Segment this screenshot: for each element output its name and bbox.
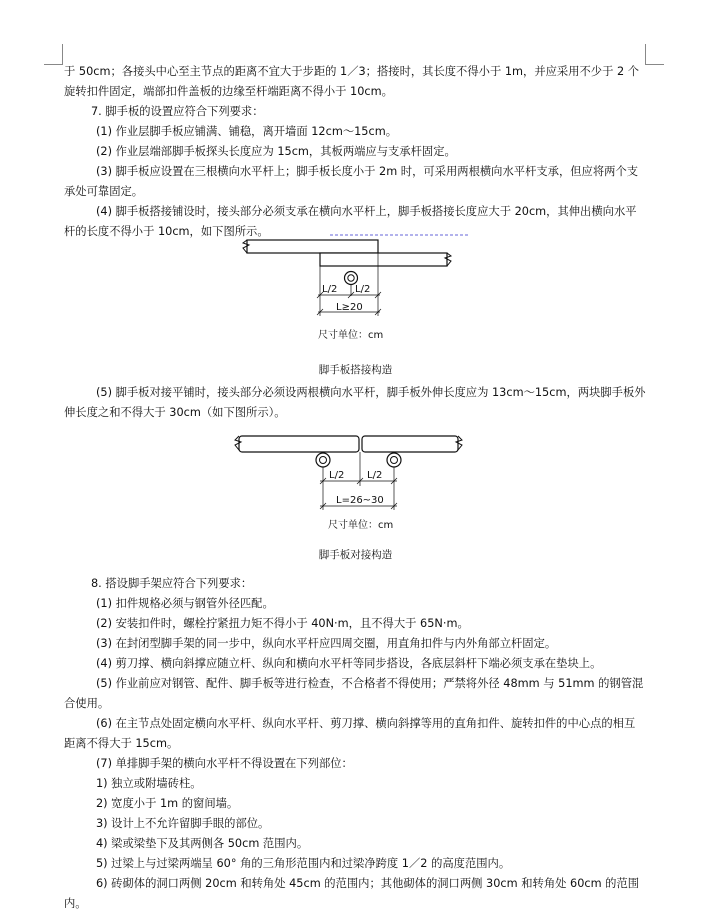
- figure-butt-joint: [0, 434, 711, 534]
- paragraph: 4) 梁或梁垫下及其两侧各 50cm 范围内。: [96, 837, 309, 850]
- margin-mark-top-left: [44, 64, 63, 65]
- margin-mark-top-right: [645, 64, 664, 65]
- lap-joint-diagram: [0, 234, 711, 344]
- paragraph: (5) 作业前应对钢管、配件、脚手板等进行检查，不合格者不得使用；严禁将外径 48mm 与 51mm 的钢管混合使用。: [64, 677, 644, 710]
- paragraph: (5) 脚手板对接平铺时，接头部分必须设两根横向水平杆，脚手板外伸长度应为 13cm～15cm，两块脚手板外伸长度之和不得大于 30cm（如下图所示）。: [64, 386, 646, 419]
- text-block-middle: [64, 383, 646, 423]
- paragraph: (4) 脚手板搭接铺设时，接头部分必须支承在横向水平杆上，脚手板搭接长度应大于 20cm，其伸出横向水平杆的长度不得小于 10cm，如下图所示。: [64, 205, 637, 238]
- paragraph: 3) 设计上不允许留脚手眼的部位。: [96, 817, 270, 830]
- paragraph: (7) 单排脚手架的横向水平杆不得设置在下列部位：: [96, 757, 353, 770]
- paragraph: (3) 脚手板应设置在三根横向水平杆上；脚手板长度小于 2m 时，可采用两根横向水平杆支承，但应将两个支承处可靠固定。: [64, 165, 639, 198]
- dimension-label: L/2: [355, 284, 371, 295]
- paragraph: (3) 在封闭型脚手架的同一步中，纵向水平杆应四周交圈，用直角扣件与内外角部立杆固定。: [96, 637, 557, 650]
- dimension-label: L=26~30: [336, 495, 384, 506]
- left-board: [239, 436, 359, 452]
- dimension-label: L≥20: [336, 302, 363, 313]
- butt-joint-diagram: [0, 434, 711, 534]
- unit-note: 尺寸单位：cm: [328, 520, 394, 531]
- margin-mark-top-right: [645, 44, 646, 64]
- upper-board: [247, 240, 378, 253]
- paragraph: 5) 过梁上与过梁两端呈 60° 角的三角形范围内和过梁净跨度 1／2 的高度范围内。: [96, 857, 511, 870]
- paragraph: (1) 扣件规格必须与钢管外径匹配。: [96, 597, 274, 610]
- paragraph: 2) 宽度小于 1m 的窗间墙。: [96, 797, 239, 810]
- paragraph: (1) 作业层脚手板应铺满、铺稳，离开墙面 12cm～15cm。: [96, 125, 398, 138]
- paragraph: 7. 脚手板的设置应符合下列要求：: [91, 105, 264, 118]
- paragraph: 8. 搭设脚手架应符合下列要求：: [91, 577, 253, 590]
- unit-note: 尺寸单位：cm: [318, 330, 384, 341]
- dimension-label: L/2: [322, 284, 338, 295]
- paragraph: 6) 砖砌体的洞口两侧 20cm 和转角处 45cm 的范围内；其他砌体的洞口两侧 30cm 和转角处 60cm 的范围内。: [64, 877, 640, 910]
- paragraph: 于 50cm；各接头中心至主节点的距离不宜大于步距的 1／3；搭接时，其长度不得小于 1m，并应采用不少于 2 个旋转扣件固定，端部扣件盖板的边缘至杆端距离不得小于 10cm。: [64, 65, 640, 98]
- text-block-top: [64, 62, 646, 242]
- figure-caption: 脚手板搭接构造: [318, 364, 393, 376]
- lower-board: [320, 253, 447, 266]
- paragraph: (2) 安装扣件时，螺栓拧紧扭力矩不得小于 40N·m，且不得大于 65N·m。: [96, 617, 469, 630]
- dimension-label: L/2: [367, 470, 383, 481]
- paragraph: 1) 独立或附墙砖柱。: [96, 777, 202, 790]
- right-board: [362, 436, 458, 452]
- paragraph: (4) 剪刀撑、横向斜撑应随立杆、纵向和横向水平杆等同步搭设，各底层斜杆下端必须支承在垫块上。: [96, 657, 602, 670]
- margin-mark-top-left: [62, 44, 63, 64]
- text-block-bottom: [64, 574, 646, 914]
- figure-lap-joint: [0, 234, 711, 344]
- paragraph: (2) 作业层端部脚手板探头长度应为 15cm，其板两端应与支承杆固定。: [96, 145, 456, 158]
- figure-caption: 脚手板对接构造: [318, 549, 393, 561]
- dimension-label: L/2: [329, 470, 345, 481]
- paragraph: (6) 在主节点处固定横向水平杆、纵向水平杆、剪刀撑、横向斜撑等用的直角扣件、旋转扣件的中心点的相互距离不得大于 15cm。: [64, 717, 636, 750]
